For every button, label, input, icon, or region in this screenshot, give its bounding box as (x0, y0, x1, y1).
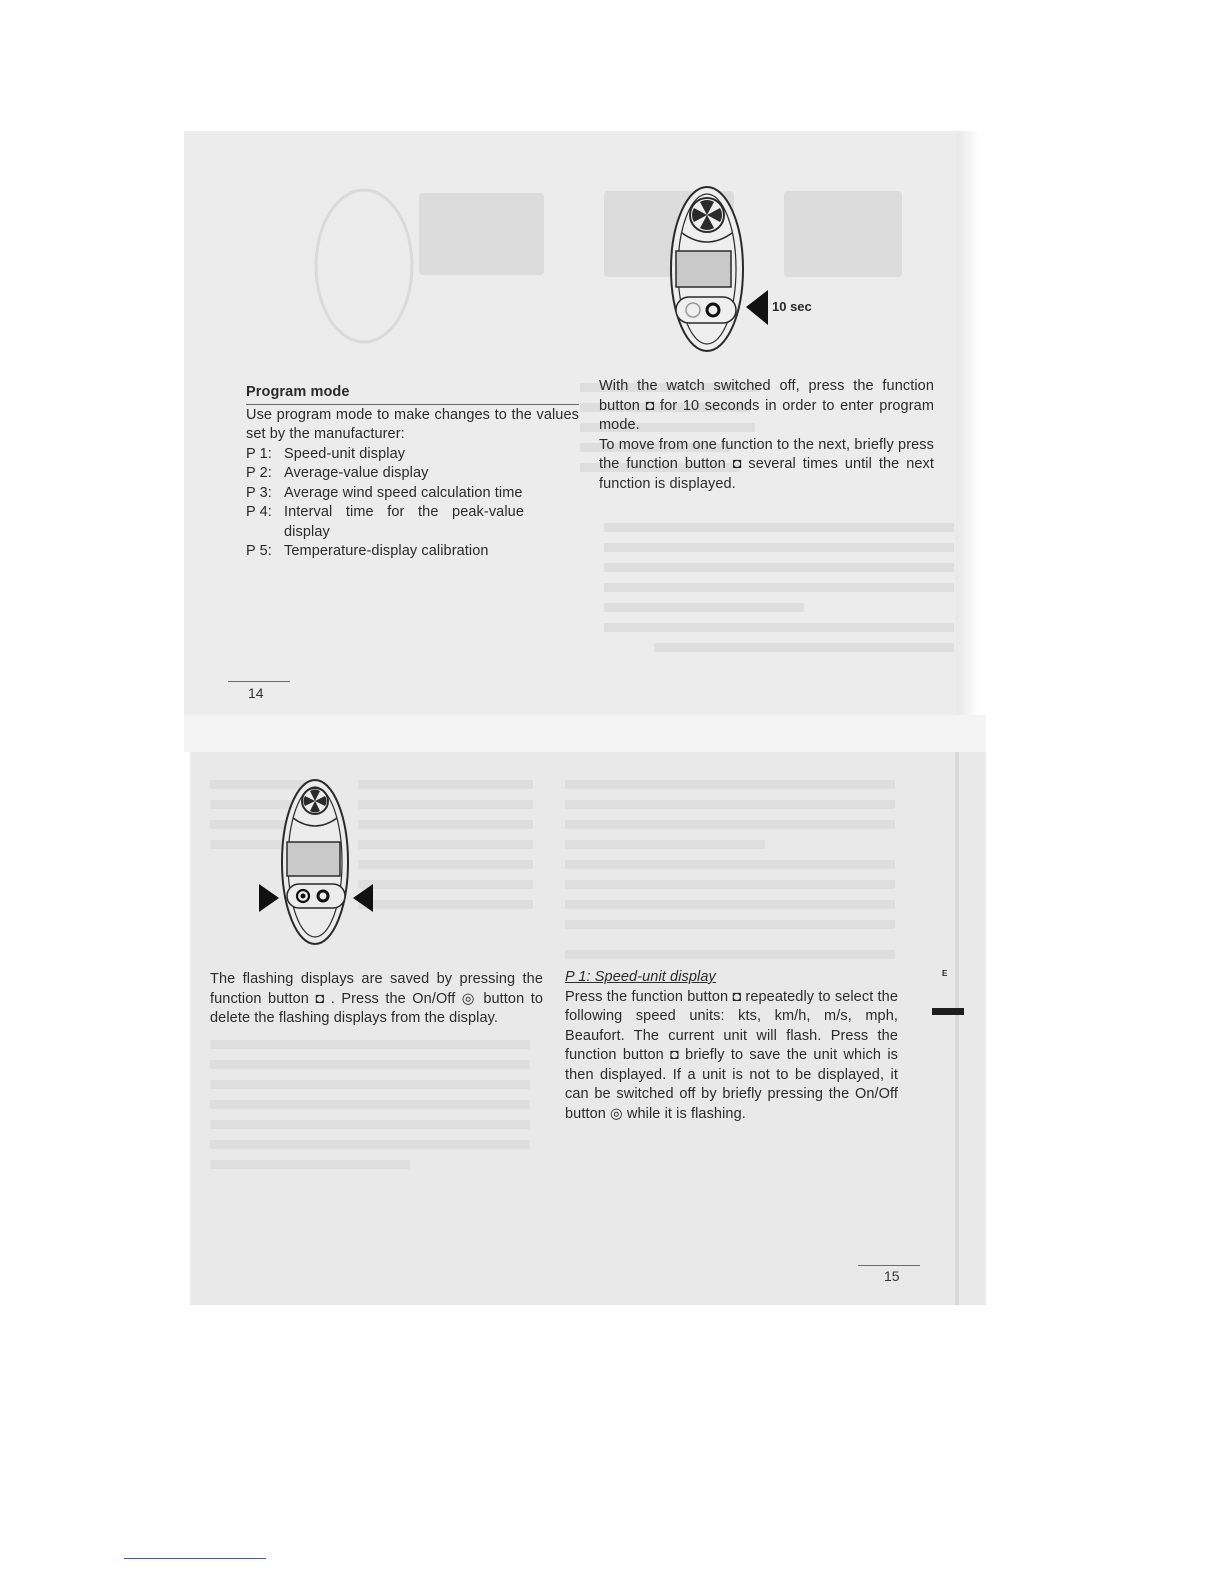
program-mode-section (246, 383, 579, 562)
language-tab-label: E (942, 969, 948, 978)
list-item: P 3: Average wind speed calculation time (246, 484, 523, 501)
ghost-text (604, 603, 804, 612)
page-edge (955, 752, 959, 1305)
page-number-rule (858, 1265, 920, 1266)
program-list (246, 445, 579, 562)
ghost-text (565, 880, 895, 889)
ghost-text (565, 920, 895, 929)
ghost-text (565, 840, 765, 849)
ghost-text (210, 1060, 530, 1069)
paragraph: To move from one function to the next, briefly press the function button ◘ several times until the next function is displayed. (599, 436, 934, 492)
enter-program-text (599, 377, 934, 494)
program-mode-intro: Use program mode to make changes to the values set by the manufacturer: (246, 406, 579, 442)
ghost-text (604, 543, 954, 552)
list-item: P 4: Interval time for the peak-value display (246, 504, 524, 540)
page-gap (184, 715, 986, 752)
page-15 (190, 752, 986, 1305)
paragraph: With the watch switched off, press the function button ◘ for 10 seconds in order to enter program mode. (599, 378, 934, 433)
list-item: P 5: Temperature-display calibration (246, 543, 489, 559)
footer-rule (124, 1558, 266, 1559)
ghost-text (210, 1080, 530, 1089)
ghost-text (604, 623, 954, 632)
page-number-rule (228, 681, 290, 682)
ghost-text (565, 820, 895, 829)
speed-unit-section (565, 968, 898, 1124)
list-item: P 2: Average-value display (246, 465, 429, 481)
ghost-watch-icon (304, 186, 424, 346)
ghost-text (604, 563, 954, 572)
watch-figure (662, 185, 842, 355)
page-14 (184, 131, 986, 715)
list-item: P 1: Speed-unit display (246, 445, 406, 462)
language-tab-marker (932, 1008, 964, 1015)
ghost-text (604, 523, 954, 532)
ghost-text (565, 860, 895, 869)
ghost-text (565, 780, 895, 789)
ghost-text (565, 800, 895, 809)
program-mode-heading: Program mode (246, 384, 350, 400)
ghost-text (604, 583, 954, 592)
ghost-text (654, 643, 954, 652)
page-number: 15 (884, 1268, 900, 1284)
speed-unit-paragraph: Press the function button ◘ repeatedly to select the following speed units: kts, km/h, m/s, mph, Beaufort. The current unit will flash. Press the function button ◘ briefly to save the unit which is then displayed. If a unit is not to be displayed, it can be switched off by briefly pressing the On/Off button ◎ while it is flashing. (565, 988, 898, 1122)
page-number: 14 (248, 685, 264, 701)
ghost-text (210, 1040, 530, 1049)
ten-sec-label: 10 sec (772, 299, 812, 314)
ghost-display (419, 193, 544, 275)
watch-figure (245, 776, 395, 948)
ghost-text (565, 950, 895, 959)
page-edge (956, 131, 986, 715)
ghost-text (210, 1100, 530, 1109)
ghost-text (210, 1160, 410, 1169)
ghost-text (565, 900, 895, 909)
speed-unit-heading: P 1: Speed-unit display (565, 969, 716, 985)
save-flashing-text: The flashing displays are saved by pressing the function button ◘ . Press the On/Off ◎ button to delete the flashing displays from the display. (210, 971, 543, 1026)
ghost-text (210, 1140, 530, 1149)
ghost-text (210, 1120, 530, 1129)
